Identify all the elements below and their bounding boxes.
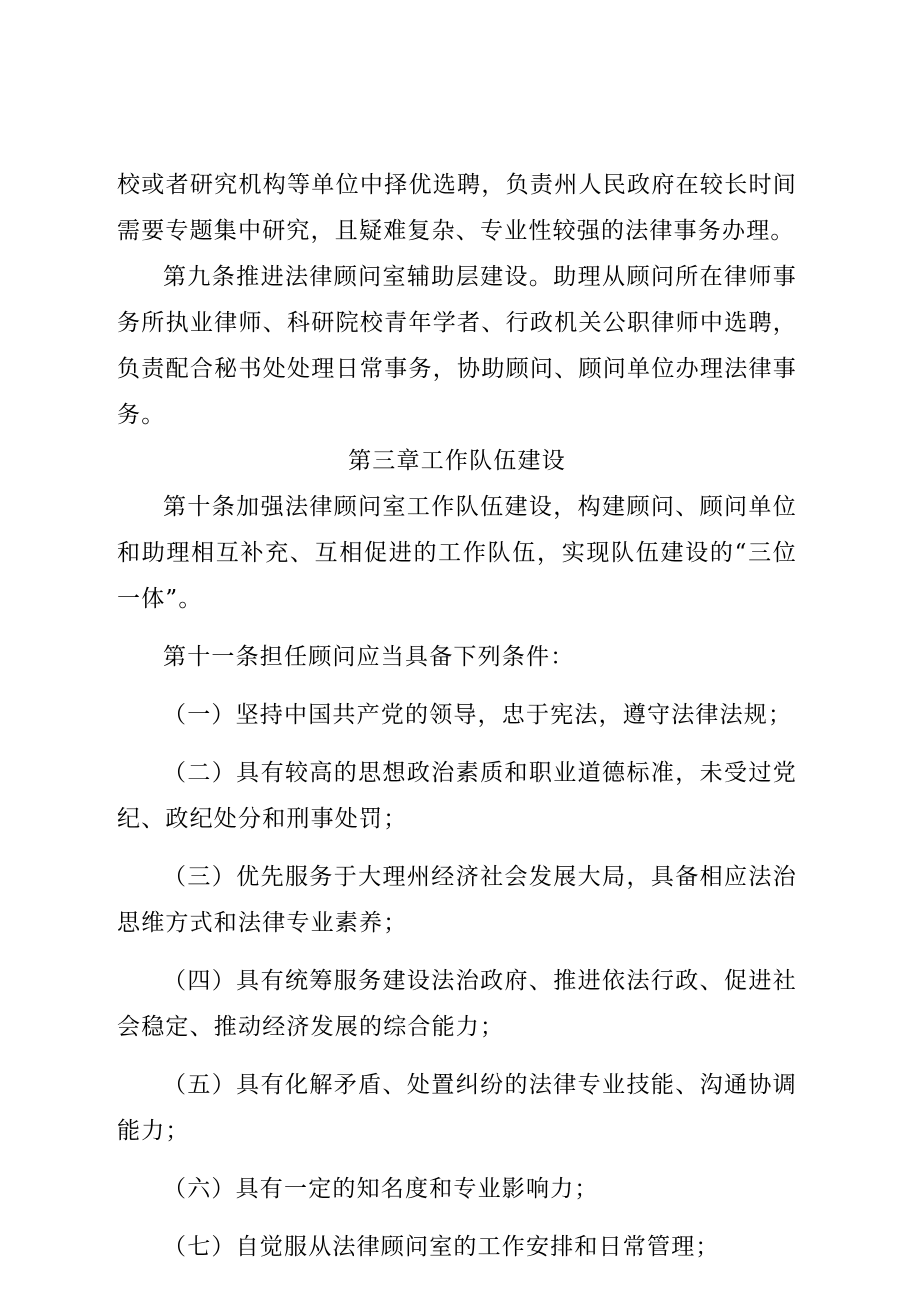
condition-item-3: （三）优先服务于大理州经济社会发展大局，具备相应法治思维方式和法律专业素养； — [117, 864, 797, 936]
chapter-heading: 第三章工作队伍建设 — [348, 448, 566, 474]
condition-item-7: （七）自觉服从法律顾问室的工作安排和日常管理； — [163, 1234, 720, 1260]
article-9: 第九条推进法律顾问室辅助层建设。助理从顾问所在律师事务所执业律师、科研院校青年学者、行政机关公职律师中选聘，负责配合秘书处处理日常事务，协助顾问、顾问单位办理法律事务。 — [117, 264, 797, 428]
condition-item-6: （六）具有一定的知名度和专业影响力； — [163, 1176, 599, 1202]
condition-item-2: （二）具有较高的思想政治素质和职业道德标准，未受过党纪、政纪处分和刑事处罚； — [117, 760, 797, 832]
article-11-intro: 第十一条担任顾问应当具备下列条件： — [163, 644, 575, 670]
document-body — [117, 162, 797, 1270]
condition-item-5: （五）具有化解矛盾、处置纠纷的法律专业技能、沟通协调能力； — [117, 1072, 797, 1144]
article-10: 第十条加强法律顾问室工作队伍建设，构建顾问、顾问单位和助理相互补充、互相促进的工作队伍，实现队伍建设的“三位一体”。 — [117, 494, 797, 612]
condition-item-4: （四）具有统筹服务建设法治政府、推进依法行政、促进社会稳定、推动经济发展的综合能力； — [117, 968, 797, 1040]
condition-item-1: （一）坚持中国共产党的领导，忠于宪法，遵守法律法规； — [163, 702, 793, 728]
paragraph-continuation: 校或者研究机构等单位中择优选聘，负责州人民政府在较长时间需要专题集中研究，且疑难复杂、专业性较强的法律事务办理。 — [117, 172, 797, 244]
